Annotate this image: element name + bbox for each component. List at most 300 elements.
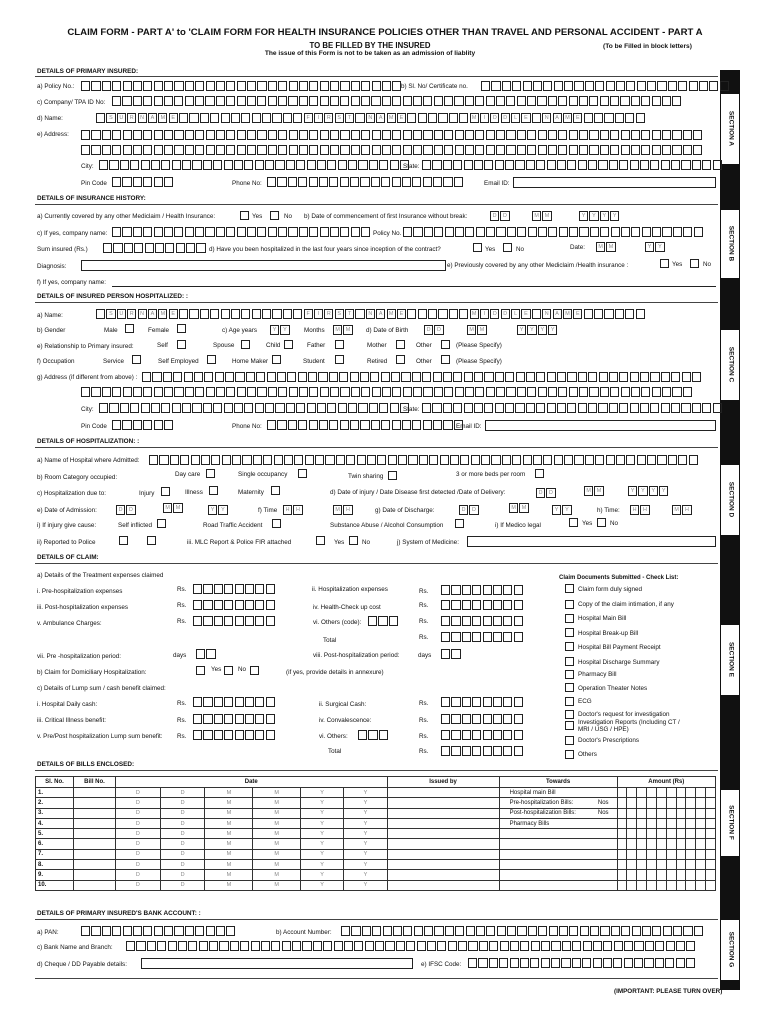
bill-date-cell[interactable]: M (253, 788, 301, 798)
bill-date-cell[interactable]: D (160, 839, 205, 849)
post-hosp-amount[interactable] (193, 600, 275, 610)
occ-retired-checkbox[interactable] (396, 355, 405, 364)
rta-checkbox[interactable] (272, 519, 281, 528)
bill-amount-cell[interactable] (676, 788, 686, 798)
bill-issued-cell[interactable] (387, 849, 499, 859)
bill-amount-cell[interactable] (686, 808, 696, 818)
bill-amount-cell[interactable] (656, 808, 666, 818)
bill-date-cell[interactable]: M (205, 818, 253, 828)
sum-insured-boxes[interactable] (103, 243, 206, 253)
bill-amount-cell[interactable] (666, 839, 676, 849)
bill-date-cell[interactable]: Y (301, 849, 344, 859)
dom-no-checkbox[interactable] (224, 666, 233, 675)
selfinf-checkbox[interactable] (157, 519, 166, 528)
company-boxes[interactable] (112, 96, 681, 106)
bill-date-cell[interactable]: M (205, 829, 253, 839)
bill-amount-cell[interactable] (666, 870, 676, 880)
others-amount[interactable] (441, 616, 523, 626)
bill-date-cell[interactable]: D (116, 818, 161, 828)
history-policy-boxes[interactable] (403, 227, 703, 237)
bill-date-cell[interactable]: M (253, 870, 301, 880)
cheque-field[interactable] (141, 958, 413, 969)
age-years-boxes[interactable]: Y Y (270, 325, 290, 335)
bill-amount-cell[interactable] (647, 798, 657, 808)
bill-date-cell[interactable]: D (116, 788, 161, 798)
bill-amount-cell[interactable] (647, 849, 657, 859)
dob-month-boxes[interactable]: M M (467, 325, 487, 335)
bill-date-cell[interactable]: Y (301, 788, 344, 798)
bill-date-cell[interactable]: D (160, 829, 205, 839)
pre-period-days[interactable] (196, 649, 216, 659)
ifsc-boxes[interactable] (468, 958, 695, 968)
email-field[interactable] (513, 177, 716, 188)
diagnosis-field[interactable] (81, 260, 446, 271)
dom-na-checkbox[interactable] (250, 666, 259, 675)
bill-amount-cell[interactable] (617, 808, 627, 818)
check-main-bill[interactable] (565, 614, 574, 623)
bill-no-cell[interactable] (74, 849, 116, 859)
commencement-date-boxes[interactable]: D D (490, 211, 510, 221)
bill-amount-cell[interactable] (617, 880, 627, 890)
occ-selfemp-checkbox[interactable] (207, 355, 216, 364)
bill-amount-cell[interactable] (666, 818, 676, 828)
illness-checkbox[interactable] (209, 486, 218, 495)
bill-amount-cell[interactable] (617, 829, 627, 839)
bill-amount-cell[interactable] (647, 839, 657, 849)
bill-date-cell[interactable]: D (116, 849, 161, 859)
rel-father-checkbox[interactable] (335, 340, 344, 349)
bill-date-cell[interactable]: D (116, 860, 161, 870)
check-breakup-bill[interactable] (565, 628, 574, 637)
discharge-year-boxes[interactable]: Y Y (552, 505, 572, 515)
bill-amount-cell[interactable] (696, 880, 706, 890)
bill-amount-cell[interactable] (676, 880, 686, 890)
bill-date-cell[interactable]: D (116, 880, 161, 890)
bill-amount-cell[interactable] (627, 860, 637, 870)
patient-address-row-2[interactable] (81, 387, 692, 397)
bill-date-cell[interactable]: Y (344, 839, 387, 849)
substance-checkbox[interactable] (455, 519, 464, 528)
bill-date-cell[interactable]: Y (344, 808, 387, 818)
patient-address-row-1[interactable] (142, 372, 701, 382)
bill-amount-cell[interactable] (696, 870, 706, 880)
bill-date-cell[interactable]: Y (301, 860, 344, 870)
name-boxes[interactable]: S U R N A M E F I R S T N A M E M I D D L E N A M E (96, 113, 645, 123)
bill-amount-cell[interactable] (647, 818, 657, 828)
bill-date-cell[interactable]: D (160, 798, 205, 808)
mlc-no-checkbox[interactable] (349, 536, 358, 545)
bill-amount-cell[interactable] (617, 818, 627, 828)
bill-date-cell[interactable]: M (253, 798, 301, 808)
daily-cash-amount[interactable] (193, 697, 275, 707)
bill-amount-cell[interactable] (686, 798, 696, 808)
bill-date-cell[interactable]: Y (344, 870, 387, 880)
bill-date-cell[interactable]: Y (301, 829, 344, 839)
check-claim-form[interactable] (565, 584, 574, 593)
bill-amount-cell[interactable] (637, 818, 647, 828)
bill-issued-cell[interactable] (387, 798, 499, 808)
bill-date-cell[interactable]: M (253, 860, 301, 870)
bill-amount-cell[interactable] (676, 839, 686, 849)
daycare-checkbox[interactable] (206, 469, 215, 478)
bill-no-cell[interactable] (74, 818, 116, 828)
bill-date-cell[interactable]: D (160, 849, 205, 859)
lump-others-code[interactable] (358, 730, 388, 740)
bill-amount-cell[interactable] (617, 788, 627, 798)
check-payment-receipt[interactable] (565, 642, 574, 651)
state-boxes[interactable] (422, 160, 722, 170)
bill-date-cell[interactable]: M (253, 808, 301, 818)
bill-date-cell[interactable]: M (205, 849, 253, 859)
bill-amount-cell[interactable] (666, 880, 676, 890)
bill-amount-cell[interactable] (706, 788, 716, 798)
lump-total-amount[interactable] (441, 746, 523, 756)
discharge-hour-boxes[interactable]: H H (630, 505, 650, 515)
bill-date-cell[interactable]: M (205, 880, 253, 890)
pincode-boxes[interactable] (112, 177, 173, 187)
bill-amount-cell[interactable] (696, 829, 706, 839)
check-pharmacy-bill[interactable] (565, 670, 574, 679)
bill-amount-cell[interactable] (647, 808, 657, 818)
bill-amount-cell[interactable] (637, 880, 647, 890)
bill-amount-cell[interactable] (617, 839, 627, 849)
bill-date-cell[interactable]: D (116, 839, 161, 849)
pan-boxes[interactable] (81, 926, 235, 936)
bill-issued-cell[interactable] (387, 788, 499, 798)
bill-amount-cell[interactable] (627, 849, 637, 859)
bill-amount-cell[interactable] (676, 808, 686, 818)
admission-minute-boxes[interactable]: M H (333, 505, 353, 515)
bill-date-cell[interactable]: Y (344, 860, 387, 870)
history-company-boxes[interactable] (112, 227, 370, 237)
injury-checkbox[interactable] (161, 487, 170, 496)
patient-phone-boxes[interactable] (267, 420, 463, 430)
check-ecg[interactable] (565, 697, 574, 706)
commencement-year-boxes[interactable]: Y Y Y Y (579, 211, 619, 221)
bill-amount-cell[interactable] (627, 798, 637, 808)
covered-no-checkbox[interactable] (270, 211, 279, 220)
patient-state-boxes[interactable] (422, 403, 722, 413)
city-boxes[interactable] (99, 160, 409, 170)
bill-date-cell[interactable]: Y (344, 880, 387, 890)
bill-amount-cell[interactable] (696, 860, 706, 870)
bill-date-cell[interactable]: Y (301, 798, 344, 808)
dob-year-boxes[interactable]: Y Y Y Y (517, 325, 557, 335)
hospital-name-boxes[interactable] (149, 455, 698, 465)
bank-name-boxes[interactable] (126, 941, 695, 951)
bill-issued-cell[interactable] (387, 818, 499, 828)
bill-date-cell[interactable]: D (116, 829, 161, 839)
bill-amount-cell[interactable] (686, 788, 696, 798)
bill-amount-cell[interactable] (637, 798, 647, 808)
bill-date-cell[interactable]: D (160, 788, 205, 798)
hosp4-year-boxes[interactable]: Y Y (645, 242, 665, 252)
address-row-1[interactable] (81, 130, 702, 140)
bill-amount-cell[interactable] (656, 798, 666, 808)
bill-amount-cell[interactable] (676, 798, 686, 808)
bill-amount-cell[interactable] (706, 839, 716, 849)
bill-amount-cell[interactable] (666, 788, 676, 798)
admission-month-boxes[interactable]: M M (163, 503, 183, 513)
bill-amount-cell[interactable] (627, 870, 637, 880)
bill-date-cell[interactable]: D (116, 808, 161, 818)
single-checkbox[interactable] (298, 469, 307, 478)
occ-service-checkbox[interactable] (132, 355, 141, 364)
bill-no-cell[interactable] (74, 808, 116, 818)
prev-no-checkbox[interactable] (690, 259, 699, 268)
discharge-month-boxes[interactable]: M M (509, 503, 529, 513)
bill-no-cell[interactable] (74, 788, 116, 798)
bill-amount-cell[interactable] (637, 788, 647, 798)
bill-amount-cell[interactable] (686, 870, 696, 880)
bill-issued-cell[interactable] (387, 829, 499, 839)
admission-day-boxes[interactable]: D D (116, 505, 136, 515)
bill-issued-cell[interactable] (387, 880, 499, 890)
bill-amount-cell[interactable] (706, 798, 716, 808)
three-beds-checkbox[interactable] (535, 469, 544, 478)
medico-no-checkbox[interactable] (597, 518, 606, 527)
bill-date-cell[interactable]: Y (344, 818, 387, 828)
lump-others-amount[interactable] (441, 730, 523, 740)
bill-amount-cell[interactable] (686, 860, 696, 870)
bill-amount-cell[interactable] (696, 798, 706, 808)
bill-amount-cell[interactable] (647, 860, 657, 870)
commencement-month-boxes[interactable]: M M (532, 211, 552, 221)
bill-date-cell[interactable]: M (253, 849, 301, 859)
bill-amount-cell[interactable] (706, 808, 716, 818)
health-check-amount[interactable] (441, 600, 523, 610)
bill-amount-cell[interactable] (706, 849, 716, 859)
male-checkbox[interactable] (125, 324, 134, 333)
rel-child-checkbox[interactable] (284, 340, 293, 349)
bill-date-cell[interactable]: D (116, 798, 161, 808)
bill-date-cell[interactable]: D (116, 870, 161, 880)
bill-date-cell[interactable]: Y (344, 798, 387, 808)
bill-amount-cell[interactable] (676, 829, 686, 839)
rel-spouse-checkbox[interactable] (241, 340, 250, 349)
maternity-checkbox[interactable] (271, 486, 280, 495)
occ-other-checkbox[interactable] (441, 355, 450, 364)
address-row-2[interactable] (81, 145, 702, 155)
injury-day-boxes[interactable]: D D (536, 488, 556, 498)
hosp4-yes-checkbox[interactable] (473, 243, 482, 252)
bill-issued-cell[interactable] (387, 860, 499, 870)
bill-date-cell[interactable]: Y (344, 788, 387, 798)
bill-date-cell[interactable]: Y (301, 818, 344, 828)
bill-amount-cell[interactable] (706, 818, 716, 828)
bill-issued-cell[interactable] (387, 870, 499, 880)
bill-date-cell[interactable]: Y (301, 808, 344, 818)
patient-city-boxes[interactable] (99, 403, 409, 413)
bill-date-cell[interactable]: D (160, 808, 205, 818)
bill-amount-cell[interactable] (666, 798, 676, 808)
bill-date-cell[interactable]: M (205, 808, 253, 818)
bill-amount-cell[interactable] (676, 818, 686, 828)
bill-amount-cell[interactable] (696, 818, 706, 828)
police-no-checkbox[interactable] (147, 536, 156, 545)
bill-amount-cell[interactable] (656, 860, 666, 870)
bill-amount-cell[interactable] (656, 849, 666, 859)
bill-amount-cell[interactable] (656, 829, 666, 839)
check-investigation-reports[interactable] (565, 721, 574, 730)
bill-amount-cell[interactable] (666, 829, 676, 839)
bill-no-cell[interactable] (74, 860, 116, 870)
female-checkbox[interactable] (177, 324, 186, 333)
bill-amount-cell[interactable] (617, 849, 627, 859)
bill-amount-cell[interactable] (617, 798, 627, 808)
bill-amount-cell[interactable] (647, 870, 657, 880)
injury-year-boxes[interactable]: Y Y Y Y (628, 486, 668, 496)
check-prescriptions[interactable] (565, 736, 574, 745)
bill-amount-cell[interactable] (686, 818, 696, 828)
bill-amount-cell[interactable] (706, 829, 716, 839)
bill-no-cell[interactable] (74, 880, 116, 890)
bill-amount-cell[interactable] (637, 860, 647, 870)
bill-amount-cell[interactable] (676, 870, 686, 880)
bill-amount-cell[interactable] (686, 880, 696, 890)
bill-date-cell[interactable]: D (160, 870, 205, 880)
patient-email-field[interactable] (485, 420, 716, 431)
bill-amount-cell[interactable] (617, 870, 627, 880)
policy-no-boxes[interactable] (81, 81, 401, 91)
prev-yes-checkbox[interactable] (660, 259, 669, 268)
injury-month-boxes[interactable]: M M (584, 486, 604, 496)
bill-amount-cell[interactable] (637, 849, 647, 859)
hosp-exp-amount[interactable] (441, 585, 523, 595)
bill-amount-cell[interactable] (637, 829, 647, 839)
total-amount[interactable] (441, 632, 523, 642)
bill-amount-cell[interactable] (627, 808, 637, 818)
covered-yes-checkbox[interactable] (240, 211, 249, 220)
medico-yes-checkbox[interactable] (569, 518, 578, 527)
bill-amount-cell[interactable] (627, 829, 637, 839)
check-investigation-request[interactable] (565, 710, 574, 719)
bill-date-cell[interactable]: M (205, 839, 253, 849)
bill-amount-cell[interactable] (647, 829, 657, 839)
bill-date-cell[interactable]: Y (344, 849, 387, 859)
bill-date-cell[interactable]: D (160, 880, 205, 890)
rel-self-checkbox[interactable] (177, 340, 186, 349)
dom-yes-checkbox[interactable] (196, 666, 205, 675)
discharge-minute-boxes[interactable]: M H (672, 505, 692, 515)
check-others[interactable] (565, 750, 574, 759)
system-field[interactable] (467, 536, 716, 547)
bill-amount-cell[interactable] (686, 849, 696, 859)
account-number-boxes[interactable] (341, 926, 703, 936)
bill-amount-cell[interactable] (696, 808, 706, 818)
bill-date-cell[interactable]: M (205, 798, 253, 808)
bill-date-cell[interactable]: D (160, 860, 205, 870)
bill-no-cell[interactable] (74, 798, 116, 808)
rel-mother-checkbox[interactable] (396, 340, 405, 349)
bill-amount-cell[interactable] (647, 880, 657, 890)
bill-amount-cell[interactable] (686, 829, 696, 839)
check-intimation[interactable] (565, 600, 574, 609)
bill-amount-cell[interactable] (627, 818, 637, 828)
bill-amount-cell[interactable] (627, 880, 637, 890)
bill-amount-cell[interactable] (656, 880, 666, 890)
bill-amount-cell[interactable] (637, 870, 647, 880)
pre-hosp-amount[interactable] (193, 584, 275, 594)
bill-amount-cell[interactable] (617, 860, 627, 870)
bill-amount-cell[interactable] (706, 880, 716, 890)
admission-year-boxes[interactable]: Y Y (208, 505, 228, 515)
prev-company-field[interactable] (112, 276, 716, 287)
dob-day-boxes[interactable]: D D (424, 325, 444, 335)
admission-hour-boxes[interactable]: H H (283, 505, 303, 515)
bill-amount-cell[interactable] (656, 839, 666, 849)
bill-no-cell[interactable] (74, 829, 116, 839)
hosp4-no-checkbox[interactable] (503, 243, 512, 252)
others-code-boxes[interactable] (368, 616, 398, 626)
bill-amount-cell[interactable] (637, 839, 647, 849)
bill-date-cell[interactable]: M (253, 829, 301, 839)
phone-boxes[interactable] (267, 177, 463, 187)
bill-date-cell[interactable]: Y (344, 829, 387, 839)
patient-pin-boxes[interactable] (112, 420, 173, 430)
bill-amount-cell[interactable] (656, 788, 666, 798)
bill-amount-cell[interactable] (696, 849, 706, 859)
bill-amount-cell[interactable] (686, 839, 696, 849)
bill-date-cell[interactable]: D (160, 818, 205, 828)
rel-other-checkbox[interactable] (441, 340, 450, 349)
bill-amount-cell[interactable] (696, 839, 706, 849)
bill-amount-cell[interactable] (647, 788, 657, 798)
patient-name-boxes[interactable]: S U R N A M E F I R S T N A M E M I D D L E N A M E (96, 309, 645, 319)
bill-amount-cell[interactable] (656, 818, 666, 828)
bill-amount-cell[interactable] (666, 860, 676, 870)
post-period-days[interactable] (441, 649, 461, 659)
age-months-boxes[interactable]: M M (333, 325, 353, 335)
police-yes-checkbox[interactable] (119, 536, 128, 545)
occ-home-checkbox[interactable] (272, 355, 281, 364)
bill-date-cell[interactable]: M (205, 788, 253, 798)
lump-benefit-amount[interactable] (193, 730, 275, 740)
bill-amount-cell[interactable] (637, 808, 647, 818)
bill-amount-cell[interactable] (666, 808, 676, 818)
critical-illness-amount[interactable] (193, 714, 275, 724)
hosp4-month-boxes[interactable]: M M (596, 242, 616, 252)
check-ot-notes[interactable] (565, 683, 574, 692)
bill-date-cell[interactable]: M (205, 860, 253, 870)
bill-no-cell[interactable] (74, 870, 116, 880)
bill-date-cell[interactable]: M (253, 818, 301, 828)
bill-issued-cell[interactable] (387, 808, 499, 818)
convalescence-amount[interactable] (441, 714, 523, 724)
bill-date-cell[interactable]: Y (301, 880, 344, 890)
bill-amount-cell[interactable] (656, 870, 666, 880)
bill-date-cell[interactable]: M (205, 870, 253, 880)
certificate-boxes[interactable] (481, 81, 729, 91)
occ-student-checkbox[interactable] (335, 355, 344, 364)
mlc-yes-checkbox[interactable] (316, 536, 325, 545)
bill-amount-cell[interactable] (676, 849, 686, 859)
twin-checkbox[interactable] (388, 471, 397, 480)
bill-amount-cell[interactable] (676, 860, 686, 870)
bill-amount-cell[interactable] (627, 839, 637, 849)
bill-date-cell[interactable]: M (253, 839, 301, 849)
bill-date-cell[interactable]: Y (301, 870, 344, 880)
bill-amount-cell[interactable] (696, 788, 706, 798)
bill-issued-cell[interactable] (387, 839, 499, 849)
bill-no-cell[interactable] (74, 839, 116, 849)
ambulance-amount[interactable] (193, 616, 275, 626)
bill-amount-cell[interactable] (666, 849, 676, 859)
surgical-cash-amount[interactable] (441, 697, 523, 707)
check-discharge-summary[interactable] (565, 657, 574, 666)
bill-date-cell[interactable]: M (253, 880, 301, 890)
bill-amount-cell[interactable] (706, 870, 716, 880)
